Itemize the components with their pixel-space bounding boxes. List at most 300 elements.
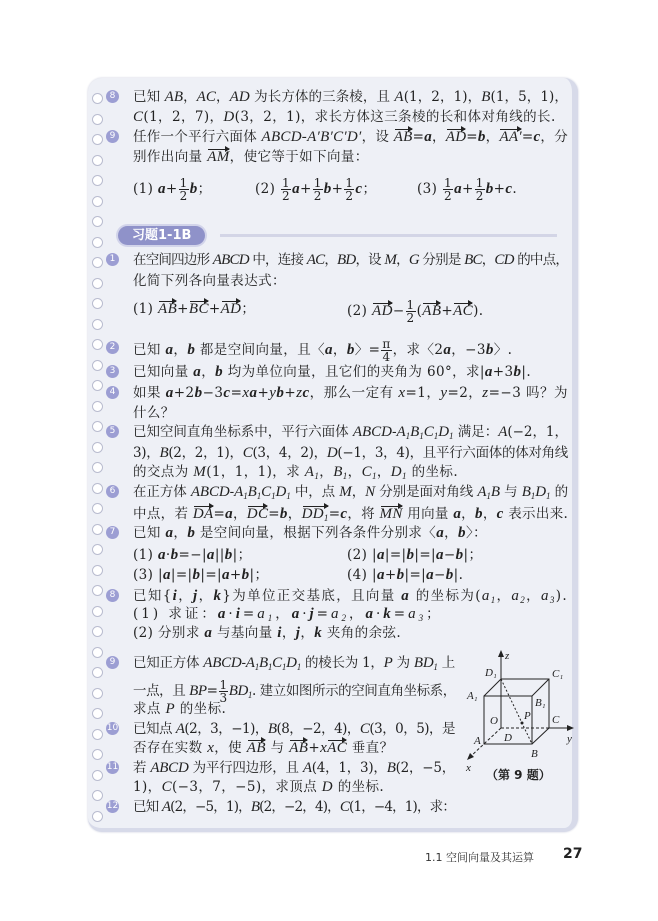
math-variable: AD <box>229 89 250 105</box>
vector-symbol: c <box>302 385 310 401</box>
text: ，将 <box>347 506 380 522</box>
footer-section-title: 1.1 空间向量及其运算 <box>425 851 534 864</box>
text: ， <box>275 606 292 622</box>
text: 否存在实数 <box>133 740 208 756</box>
text: ， <box>526 588 541 604</box>
text: 与 <box>265 740 290 756</box>
math-variable: B <box>481 89 491 105</box>
text: − <box>434 567 446 583</box>
binder-hole <box>92 729 103 740</box>
vector-symbol: b <box>346 342 355 358</box>
text: 的中点， <box>513 252 569 268</box>
vector-symbol: j <box>295 625 301 641</box>
text: 别作出向量 <box>133 149 208 165</box>
vector-symbol: a <box>443 342 452 358</box>
math-variable: A <box>498 424 508 440</box>
vector: DC <box>246 506 269 522</box>
binder-hole <box>92 749 103 760</box>
math-variable: C <box>133 109 144 125</box>
text: (1) <box>133 181 159 197</box>
binder-hole <box>92 442 103 453</box>
text: 中，点 <box>290 484 340 500</box>
math-variable: ABCD-A′B′C′D′ <box>261 129 362 145</box>
text: (1，1，1)，求 <box>206 464 305 480</box>
subscript: 2 <box>520 595 527 605</box>
exercise-line <box>133 107 556 127</box>
math-variable: $a_2$ <box>330 606 349 623</box>
text: |=| <box>384 547 407 563</box>
subscript: 1 <box>490 595 497 605</box>
text: 在正方体 <box>133 484 191 500</box>
binder-hole <box>92 278 103 289</box>
exercise-line <box>133 147 369 167</box>
binder-hole <box>92 360 103 371</box>
text: (3) <box>417 181 443 197</box>
math-variable: BP <box>189 683 207 699</box>
fraction <box>475 177 485 202</box>
math-variable: A <box>394 89 404 105</box>
text: |. <box>521 364 532 380</box>
text: ， <box>319 464 334 480</box>
text: 的坐标. <box>175 701 227 717</box>
text: ， <box>281 625 296 641</box>
binder-hole <box>92 175 103 186</box>
binder-hole <box>92 626 103 637</box>
vector-symbol: a <box>436 525 445 541</box>
label-y: y <box>567 733 572 745</box>
math-variable: $A_1$ <box>477 484 491 501</box>
text: 都是空间向量，且〈 <box>195 342 326 358</box>
text: |=| <box>200 567 222 583</box>
text: ， <box>431 129 446 145</box>
label-d1: D₁ <box>485 667 497 679</box>
vector-symbol: b <box>445 567 454 583</box>
exercise-number-badge: 10 <box>106 723 119 733</box>
text: (4) | <box>347 567 377 583</box>
text: 3)， <box>133 445 160 461</box>
text: 分别是 <box>418 252 465 268</box>
math-variable: A <box>302 760 312 776</box>
text: · <box>375 606 384 622</box>
fraction <box>179 177 189 202</box>
label-d: D <box>504 732 512 744</box>
math-variable: M <box>339 484 352 500</box>
math-variable: $C_1$ <box>361 464 377 481</box>
text: ). <box>555 588 568 604</box>
text: ， <box>351 484 366 500</box>
text: (2，−5，1)， <box>170 799 251 815</box>
vector-symbol: j <box>193 588 199 604</box>
math-variable: $a_1$ <box>481 588 497 605</box>
text: 已知 <box>133 342 166 358</box>
vector-symbol: c <box>340 506 348 522</box>
binder-hole <box>92 257 103 268</box>
exercise-number-badge: 2 <box>106 341 119 354</box>
text: 已知{ <box>133 588 173 604</box>
text: + <box>284 385 297 401</box>
text: 在空间四边形 <box>133 252 213 268</box>
vector-symbol: b <box>187 525 196 541</box>
text: 为平行四边形，且 <box>188 760 303 776</box>
exercise-line <box>347 545 482 565</box>
text: ，求〈2 <box>392 342 444 358</box>
denominator: 2 <box>345 189 354 203</box>
exercise-number-badge: 1 <box>106 253 119 266</box>
exercise-line <box>133 127 568 147</box>
text: ，分 <box>540 129 568 145</box>
exercise-number-badge: 4 <box>106 386 119 399</box>
text: (1，2，1)， <box>403 89 482 105</box>
vector-symbol: b <box>513 364 522 380</box>
vector-symbol: b <box>194 385 203 401</box>
math-variable: $D_1$ <box>275 484 291 501</box>
text: + <box>257 385 270 401</box>
text: 的 <box>550 484 569 500</box>
text: − <box>443 547 456 563</box>
exercise-line <box>133 299 255 319</box>
numerator: 1 <box>219 678 227 692</box>
vector: AC <box>453 303 474 319</box>
text: ， <box>485 129 500 145</box>
exercise-line <box>133 271 286 291</box>
cube-edge <box>484 679 501 696</box>
text: + <box>208 301 221 317</box>
vector-symbol: b <box>485 181 494 197</box>
math-variable: D <box>321 779 334 795</box>
z-arrow-icon <box>498 650 504 657</box>
math-variable: $C_1$ <box>261 484 276 501</box>
text: + <box>177 301 189 317</box>
label-c1: C₁ <box>552 668 564 680</box>
math-variable: $B_1$ <box>521 484 536 501</box>
exercise-line <box>133 87 568 107</box>
text: (2) 分别求 <box>133 625 205 641</box>
text: . <box>512 181 518 197</box>
subscript: 1 <box>247 690 252 700</box>
math-variable: $B_1$ <box>333 464 348 481</box>
text: (2) <box>255 181 281 197</box>
math-variable: z <box>482 385 489 401</box>
text: (−3，7，−5)，求顶点 <box>171 779 322 795</box>
exercise-number-badge: 6 <box>106 485 119 498</box>
text: 一点，且 <box>133 683 190 699</box>
text: ，设 <box>355 252 385 268</box>
text: + <box>331 181 344 197</box>
math-variable: ABCD <box>203 655 242 671</box>
text: ； <box>241 301 256 317</box>
text: 已知 <box>133 799 162 815</box>
text: 已知正方体 <box>133 655 204 671</box>
exercise-line <box>417 176 518 203</box>
text: ， <box>376 464 391 480</box>
text: 若 <box>133 760 151 776</box>
exercise-line <box>133 623 401 643</box>
text: 与基向量 <box>212 625 278 641</box>
vector-symbol: j <box>309 606 317 622</box>
vector: BC <box>188 301 209 317</box>
text: + <box>229 567 242 583</box>
math-variable: $BD_1$ <box>413 655 438 672</box>
math-variable: CD <box>494 252 514 268</box>
numerator: 1 <box>282 176 291 190</box>
text: ， <box>347 464 362 480</box>
vector-symbol: a <box>453 506 462 522</box>
vector-symbol: c <box>223 385 231 401</box>
math-variable: P <box>383 655 393 671</box>
vector-symbol: b <box>485 342 494 358</box>
x-arrow-icon <box>467 753 474 760</box>
label-b: B <box>531 748 538 760</box>
binder-hole <box>92 790 103 801</box>
text: ， <box>496 588 512 604</box>
section-header-rule <box>220 234 557 237</box>
exercise-line <box>133 250 568 270</box>
text: (2，2，1)， <box>168 445 243 461</box>
text: 与 <box>499 484 522 500</box>
denominator: 2 <box>406 311 415 325</box>
text: ， <box>201 364 216 380</box>
vector: AB <box>393 129 413 145</box>
binder-hole <box>92 647 103 658</box>
text: (1) <box>133 301 159 317</box>
text: ， <box>173 525 188 541</box>
numerator: π <box>382 337 391 351</box>
cube-edge <box>532 679 549 696</box>
label-a1: A₁ <box>467 690 478 702</box>
binder-hole <box>92 339 103 350</box>
vector-symbol: k <box>213 588 223 604</box>
vector-symbol: c <box>496 506 504 522</box>
vector-symbol: b <box>192 567 201 583</box>
text: −3 <box>202 385 224 401</box>
cube-figure <box>462 650 577 785</box>
text: |=| <box>170 567 193 583</box>
text: 〉. <box>493 342 513 358</box>
math-variable: G <box>408 252 419 268</box>
math-variable: BD <box>337 252 356 268</box>
exercise-number-badge: 7 <box>106 526 119 539</box>
math-variable: AB <box>164 89 184 105</box>
binder-hole <box>92 544 103 555</box>
exercise-line <box>133 443 568 463</box>
exercise-number-badge: 9 <box>106 130 119 143</box>
exercise-number-badge: 11 <box>106 762 119 772</box>
subscript: 1 <box>402 471 407 481</box>
text: ，使 <box>214 740 247 756</box>
subscript: 1 <box>545 491 551 501</box>
denominator: 2 <box>444 189 453 203</box>
vector-symbol: b <box>455 547 464 563</box>
subscript: 1 <box>433 662 438 672</box>
subscript: 1 <box>419 431 424 441</box>
text: |； <box>232 547 252 563</box>
text: ， <box>173 342 188 358</box>
text: |=| <box>404 567 427 583</box>
text: 〉： <box>465 525 487 541</box>
text: (3，4，2)， <box>252 445 327 461</box>
binder-hole <box>92 216 103 227</box>
vector: MN <box>379 506 403 522</box>
text: · <box>165 547 171 563</box>
vector: AB <box>422 303 442 319</box>
text: ， <box>232 506 247 522</box>
exercise-line <box>133 719 455 739</box>
vector-symbol: a <box>291 606 303 622</box>
exercise-number-badge: 9 <box>106 656 119 669</box>
text: (3，0，5)，是 <box>369 721 456 737</box>
exercise-line <box>133 403 175 423</box>
page-number: 27 <box>563 846 583 862</box>
math-variable: ABCD <box>190 484 230 500</box>
text: 已知 <box>133 525 166 541</box>
text: 是空间向量，根据下列各条件分别求〈 <box>195 525 437 541</box>
text: - <box>229 484 235 500</box>
text: 表示出来. <box>503 506 569 522</box>
text: +2 <box>173 385 195 401</box>
label-a: A <box>474 735 481 747</box>
vector: AB <box>289 740 309 756</box>
numerator: 1 <box>444 176 453 190</box>
binder-hole <box>92 93 103 104</box>
text: . 建立如图所示的空间直角坐标系， <box>251 683 456 699</box>
text: ， <box>183 89 197 105</box>
text: 1)， <box>133 779 162 795</box>
math-variable: $BD_1$ <box>228 683 252 700</box>
text: = <box>230 385 243 401</box>
text: ， <box>396 252 409 268</box>
binder-hole <box>92 585 103 596</box>
exercise-line <box>133 176 212 203</box>
exercise-line <box>347 298 484 325</box>
text: = <box>393 606 409 622</box>
label-z: z <box>505 650 510 662</box>
subscript: 1 <box>281 662 287 672</box>
subscript: 1 <box>433 431 439 441</box>
text: = <box>466 129 478 145</box>
text: ； <box>362 181 377 197</box>
subscript: 1 <box>267 613 276 623</box>
math-variable: ABCD <box>352 424 392 440</box>
exercise-line <box>133 797 455 817</box>
math-variable: $A_1$ <box>245 655 259 672</box>
text: ， <box>178 588 194 604</box>
vector-symbol: a <box>249 385 258 401</box>
text: 已知向量 <box>133 364 194 380</box>
vector-symbol: b <box>170 547 179 563</box>
text: + <box>461 181 474 197</box>
text: 的交点为 <box>133 464 194 480</box>
text: (2，−2，4)， <box>259 799 340 815</box>
text: + <box>441 303 454 319</box>
vector-symbol: i <box>277 625 282 641</box>
exercise-line <box>133 383 568 403</box>
math-variable: A <box>161 799 171 815</box>
figure-caption: （第 9 题） <box>486 768 551 782</box>
text: ， <box>348 606 366 622</box>
text: = <box>242 606 258 622</box>
vector-symbol: b <box>279 506 288 522</box>
binder-hole <box>92 401 103 412</box>
binder-hole <box>92 319 103 330</box>
math-variable: $D_1$ <box>535 484 551 501</box>
vector: AB <box>246 740 266 756</box>
math-variable: C <box>242 445 253 461</box>
exercise-line <box>133 738 394 758</box>
text: = <box>268 506 280 522</box>
vector-symbol: a <box>401 588 411 604</box>
math-variable: $B_1$ <box>410 424 424 441</box>
text: 已知 <box>133 89 165 105</box>
binder-hole <box>92 503 103 514</box>
vector-symbol: a <box>165 342 174 358</box>
math-variable: ABCD <box>212 252 249 268</box>
binder-hole <box>92 421 103 432</box>
fraction <box>381 338 391 363</box>
math-variable: $a_1$ <box>257 606 276 623</box>
label-p: P <box>524 710 531 722</box>
exercise-line <box>133 462 458 482</box>
vector-symbol: a <box>162 567 171 583</box>
denominator: 2 <box>475 189 484 203</box>
exercise-line <box>347 565 463 585</box>
denominator: 4 <box>382 350 391 364</box>
vector-symbol: a <box>165 525 174 541</box>
text: +3 <box>492 364 514 380</box>
binder-hole <box>92 196 103 207</box>
text: ，−3 <box>451 342 486 358</box>
math-variable: AC <box>196 89 217 105</box>
math-variable: z <box>296 385 303 401</box>
exercise-number-badge: 8 <box>106 90 119 103</box>
exercise-line <box>133 653 455 673</box>
vector-symbol: k <box>383 606 394 622</box>
numerator: 1 <box>406 298 415 312</box>
text: (1，5，1)， <box>490 89 568 105</box>
text: 分别是面对角线 <box>375 484 478 500</box>
text: 的坐标. <box>333 779 385 795</box>
binder-hole <box>92 380 103 391</box>
vector-symbol: a <box>424 129 432 145</box>
vector-symbol: b <box>215 364 224 380</box>
y-arrow-icon <box>567 725 574 731</box>
math-variable: D <box>326 445 338 461</box>
text: 〉= <box>354 342 381 358</box>
math-variable: $a_3$ <box>408 606 427 623</box>
exercise-line <box>133 545 251 565</box>
numerator: 1 <box>179 176 188 190</box>
denominator: 2 <box>179 189 188 203</box>
section-header: 习题1-1B <box>118 226 205 245</box>
vector: AB <box>158 301 178 317</box>
text: (1，2，7)， <box>143 109 224 125</box>
subscript: 1 <box>271 491 276 501</box>
vector: AA′ <box>499 129 522 145</box>
text: (1) 求证： <box>133 606 218 622</box>
subscript: 1 <box>342 471 348 481</box>
vector-symbol: a <box>292 181 300 197</box>
text: ， <box>198 588 214 604</box>
subscript: 1 <box>314 471 320 481</box>
vector-symbol: b <box>475 506 483 522</box>
exercise-line <box>133 758 455 778</box>
vector-symbol: b <box>224 547 233 563</box>
exercise-line <box>133 482 568 502</box>
text: 如果 <box>133 385 166 401</box>
vector-symbol: a <box>165 385 174 401</box>
exercise-line <box>133 586 568 606</box>
text: 夹角的余弦. <box>322 625 402 641</box>
vector-symbol: a <box>158 181 166 197</box>
